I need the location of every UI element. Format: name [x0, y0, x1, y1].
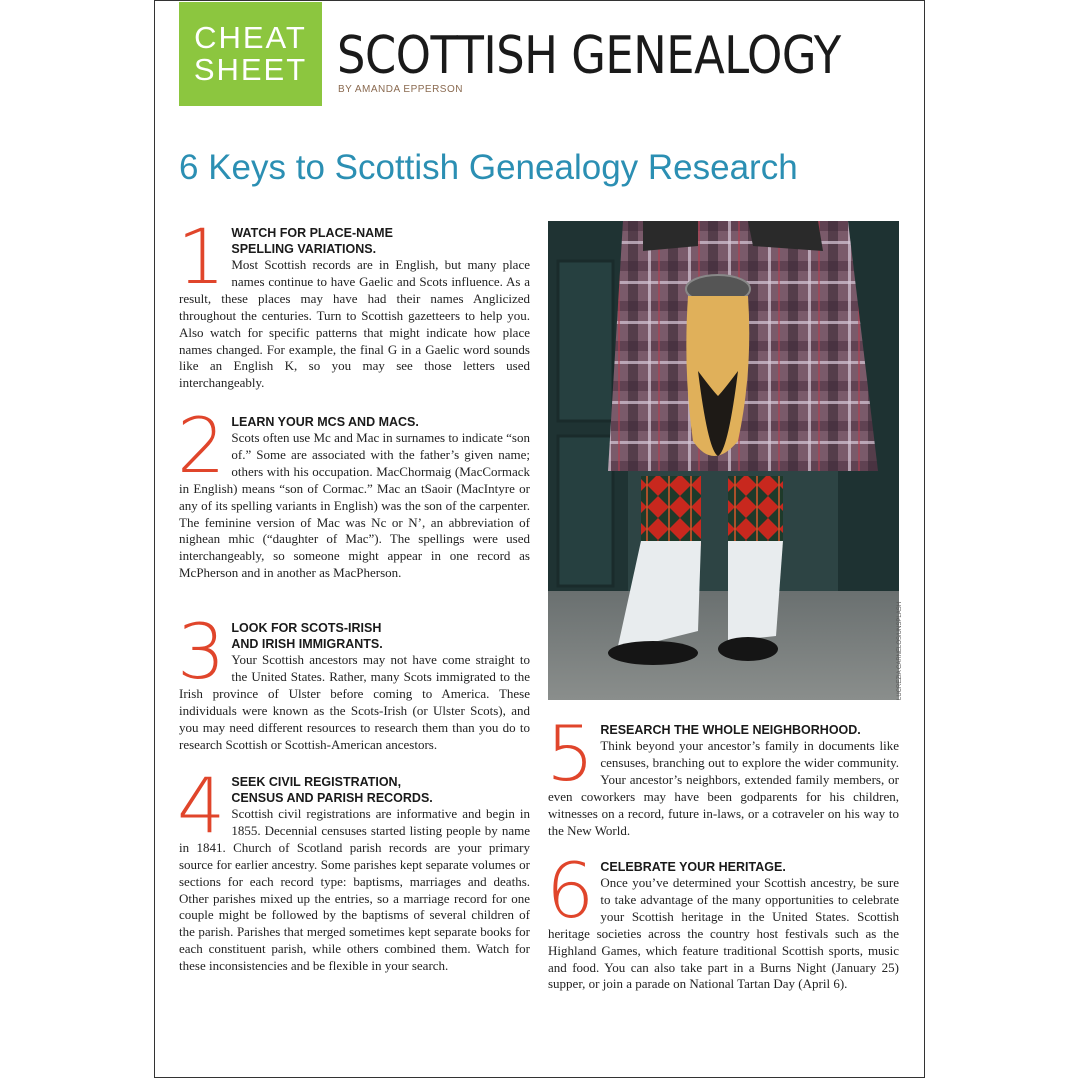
photo-credit: LUCREZIA CARNELOS/UNSPLASH: [897, 601, 903, 700]
section-heading: [179, 225, 530, 257]
section-heading-line: AND IRISH IMMIGRANTS.: [231, 637, 383, 651]
section-6: [546, 846, 899, 993]
section-4: [177, 761, 530, 975]
section-heading-line: LOOK FOR SCOTS-IRISH: [231, 621, 382, 635]
section-heading-line: CELEBRATE YOUR HERITAGE.: [600, 860, 786, 874]
section-heading-line: RESEARCH THE WHOLE NEIGHBORHOOD.: [600, 723, 861, 737]
page-title: SCOTTISH GENEALOGY: [337, 26, 841, 86]
section-body: Once you’ve determined your Scottish ancestry, be sure to take advantage of the many opportunities to celebrate your Scottish heritage in the United States. Scottish heritage societies across the country host festivals such as the Highland Games, which feature traditional Scottish sports, music and food. You can also take part in a Burns Night (January 25) supper, or join a parade on National Tartan Day (April 6).: [548, 875, 899, 992]
section-heading-line: SPELLING VARIATIONS.: [231, 242, 377, 256]
section-number: 4: [177, 761, 226, 850]
section-number: 3: [177, 607, 226, 696]
section-1: [177, 212, 530, 392]
section-3: [177, 607, 530, 753]
section-heading: [179, 620, 530, 652]
section-heading: [179, 414, 530, 430]
byline: BY AMANDA EPPERSON: [338, 84, 463, 95]
section-number: 5: [546, 709, 595, 798]
section-number: 2: [177, 401, 226, 490]
section-heading: [548, 859, 899, 875]
section-5: [546, 709, 899, 839]
section-heading: [179, 774, 530, 806]
kilt-photo: [548, 221, 899, 700]
badge-line-2: SHEET: [193, 52, 308, 87]
kilt-illustration: [548, 221, 899, 700]
badge-line-1: CHEAT: [194, 20, 307, 55]
section-2: [177, 401, 530, 582]
section-heading: [548, 722, 899, 738]
section-body: Think beyond your ancestor’s family in documents like censuses, branching out to explore the wider community. Your ancestor’s neighbors, extended family members, or even coworkers may have been godparents for his children, witnesses on a record, future in-laws, or a cotraveler on his way to the New World.: [548, 738, 899, 838]
section-body: Scots often use Mc and Mac in surnames to indicate “son of.” Some are associated with the father’s given name; others with his occupation. MacChormaig (MacCormack in English) means “son of Cormac.” Mac an tSaoir (MacIntyre or any of its spelling variants in English) was the son of the carpenter. The feminine version of Mac was Nc or N’, an abbreviation of nighean mhic (“daughter of Mac”). The spellings were used interchangeably, so someone might appear in one record as McPherson and in another as MacPherson.: [179, 430, 530, 581]
section-heading-line: CENSUS AND PARISH RECORDS.: [231, 791, 433, 805]
section-body: Scottish civil registrations are informative and begin in 1855. Decennial censuses started listing people by name in 1841. Church of Scotland parish records are your primary source for earlier ancestry. Some parishes kept separate volumes or sections for each record type: baptisms, marriages and deaths. Other parishes mixed up the entries, so a marriage record for one couple might be followed by the baptisms of several children of the parish. Parishes that merged sometimes kept separate books for each constituent parish, while others combined them. Watch for these inconsistencies and be flexible in your search.: [179, 806, 530, 974]
section-heading-line: WATCH FOR PLACE-NAME: [231, 226, 393, 240]
article-subtitle: 6 Keys to Scottish Genealogy Research: [179, 148, 798, 187]
section-heading-line: LEARN YOUR MCS AND MACS.: [231, 415, 419, 429]
section-number: 6: [546, 846, 595, 935]
cheat-sheet-badge: [179, 2, 322, 106]
section-body: Most Scottish records are in English, but many place names continue to have Gaelic and Scots influence. As a result, these places may have had their names Anglicized throughout the centuries. Turn to Scottish gazetteers to help you. Also watch for specific patterns that might indicate how place names changed. For example, the final G in a Gaelic word sounds like an English K, so you may see those letters used interchangeably.: [179, 257, 530, 391]
section-number: 1: [177, 212, 226, 301]
section-body: Your Scottish ancestors may not have come straight to the United States. Rather, many Scots immigrated to the Irish province of Ulster before coming to America. These individuals were known as the Scots-Irish (or Ulster Scots), and you may need different resources to research them than you do to research Scottish or Scottish-American ancestors.: [179, 652, 530, 752]
section-heading-line: SEEK CIVIL REGISTRATION,: [231, 775, 402, 789]
